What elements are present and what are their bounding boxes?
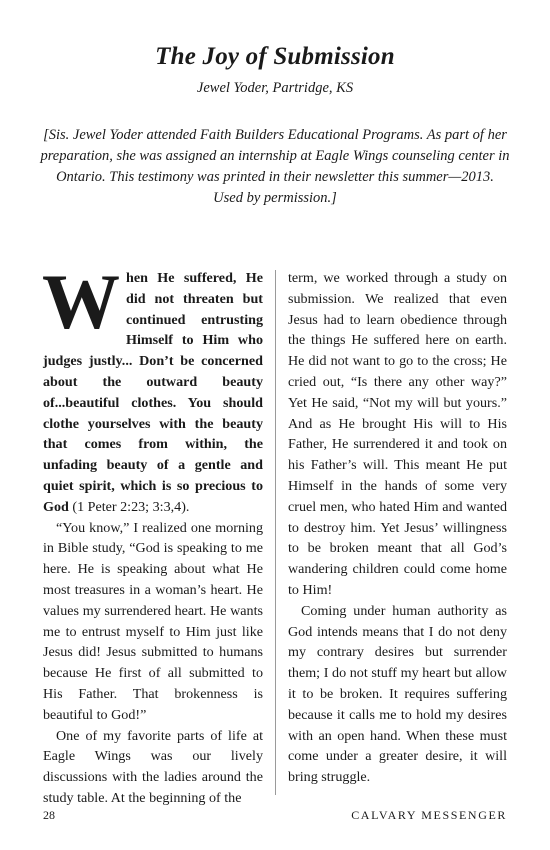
scripture-quote: hen He suffered, He did not threaten but continued entrusting Himself to Him who judges justly... Don’t be concerned about the outward beauty of...beautiful clothes. You should clothe yourselves with the beauty that comes from within, the unfading beauty of a gentle and quiet spirit, which is so precious to God: [43, 270, 263, 515]
drop-cap: W: [42, 258, 120, 345]
body-paragraph: term, we worked through a study on submission. We realized that even Jesus had to learn obedience through the things He suffered here on earth. He did not want to go to the cross; He cried out, “Is there any other way?” Yet He said, “Not my will but yours.” And as He brought His will to His Father, He surrendered it and took on his Father’s will. This meant He put Himself in the hands of some very cruel men, who hated Him and wanted to destroy him. Yet Jesus’ willingness to be broken meant that all God’s wandering children could come home to Him!: [288, 270, 507, 598]
page-number: 28: [43, 808, 55, 822]
intro-note: [Sis. Jewel Yoder attended Faith Builders Educational Programs. As part of her preparation, she was assigned an internship at Eagle Wings counseling center in Ontario. This testimony was printed in their newsletter this summer—2013. Used by permission.]: [40, 127, 510, 206]
article-title: The Joy of Submission: [155, 43, 395, 70]
left-column: [42, 258, 263, 809]
right-column: [288, 268, 507, 788]
scripture-reference: (1 Peter 2:23; 3:3,4).: [68, 498, 190, 515]
publication-name: CALVARY MESSENGER: [351, 808, 507, 822]
body-paragraph: Coming under human authority as God intends means that I do not deny my contrary desires but surrender them; I do not stuff my heart but allow it to be broken. It requires suffering because it calls me to hold my desires with an open hand. When these must come under a greater desire, it will bring struggle.: [288, 602, 507, 786]
column-divider: [275, 270, 276, 795]
opening-paragraph: [42, 258, 263, 518]
body-paragraph: “You know,” I realized one morning in Bible study, “God is speaking to me here. He is speaking about what He most treasures in a woman’s heart. He values my surrendered heart. He wants me to entrust myself to Him just like Jesus did! Jesus submitted to humans because He first of all submitted to His Father. That brokenness is beautiful to God!”: [43, 519, 263, 723]
author-byline: Jewel Yoder, Partridge, KS: [196, 80, 354, 96]
body-paragraph: One of my favorite parts of life at Eagle Wings was our lively discussions with the ladies around the study table. At the beginning of the: [43, 727, 263, 806]
